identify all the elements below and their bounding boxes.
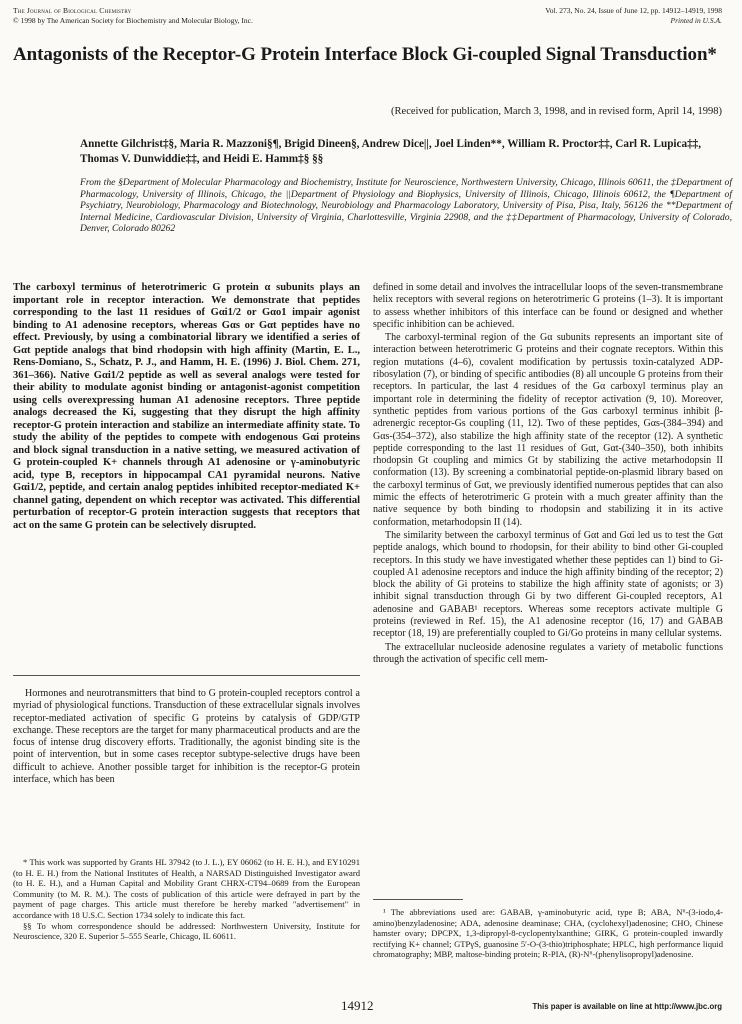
received-dates: (Received for publication, March 3, 1998, and in revised form, April 14, 1998) [391,106,722,117]
abbreviations-footnote: ¹ The abbreviations used are: GABAB, γ-aminobutyric acid, type B; ABA, N⁶-(3-iodo,4-amino)benzyladenosine; ADA, adenosine deaminase; CHA, (cyclohexyl)adenosine; CHO, Chinese hamster ovary; DPCPX, 1,3-dipropyl-8-cyclopentylxanthine; GIRK, G protein-coupled inwardly rectifying K+ channel; GTPγS, guanosine 5′-O-(3-thio)triphosphate; HPLC, high performance liquid chromatography; MBP, maltose-binding protein; R-PIA, (R)-N⁶-(phenylisopropyl)adenosine. [373,907,723,960]
footnote-divider [373,899,463,900]
author-list: Annette Gilchrist‡§, Maria R. Mazzoni§¶, Brigid Dineen§, Andrew Dice||, Joel Linden**, William R. Proctor‡‡, Carl R. Lupica‡‡, Thomas V. Dunwiddie‡‡, and Heidi E. Hamm‡§ §§ [80,138,702,165]
right-column [373,282,723,667]
body-paragraph: defined in some detail and involves the intracellular loops of the seven-transmembrane helix receptors with several regions on heterotrimeric G proteins (1–3). It is important to assess whether inhibitors of this interface can be found or designed and whether specific inhibition can be achieved. [373,282,723,330]
body-paragraph: The similarity between the carboxyl terminus of Gαt and Gαi led us to test the Gαt peptide analogs, which bound to rhodopsin, for their ability to bind other Gi-coupled receptors. In this study we have investigated whether these peptides can 1) bind to Gi-coupled A1 adenosine receptors and induce the high affinity binding of the receptor; 2) block the ability of Gi proteins to stabilize the high affinity state of agonists; or 3) inhibit signal transduction through Gi by two different Gi-coupled receptors, A1 adenosine and GABAB¹ receptors. Whereas some receptors activate multiple G proteins (reviewed in Ref. 15), the A1 adenosine receptor (16, 17) and GABAB receptor (18, 19) are preferentially coupled to Gi/Go proteins in many cellular systems. [373,529,723,640]
body-paragraph: The extracellular nucleoside adenosine regulates a variety of metabolic functions through the activation of specific cell mem- [373,641,723,665]
abstract-divider [13,675,360,676]
page-number: 14912 [341,998,374,1013]
running-header-right [545,6,722,26]
footnotes-right [373,907,723,960]
introduction-paragraph: Hormones and neurotransmitters that bind to G protein-coupled receptors control a myriad of physiological functions. Transduction of these extracellular signals involves receptor-mediated activation of specific G proteins by catalysis of GDP/GTP exchange. These receptors are the target for many pharmaceutical products and are the focus of intense drug discovery efforts. Traditionally, the agonist binding site is the point of intervention, but in some cases receptor subtype-selective drugs have been difficult to achieve. Another possible target for inhibition is the receptor-G protein interface, which has been [13,688,360,786]
issue-line: Vol. 273, No. 24, Issue of June 12, pp. 14912–14919, 1998 [545,6,722,15]
copyright-line: © 1998 by The American Society for Biochemistry and Molecular Biology, Inc. [13,16,253,25]
online-availability: This paper is available on line at http://www.jbc.org [532,1002,722,1011]
journal-name: The Journal of Biological Chemistry [13,6,132,15]
footnotes-left [13,857,360,942]
left-column [13,282,360,532]
article-title: Antagonists of the Receptor-G Protein Interface Block Gi-coupled Signal Transduction* [13,44,717,65]
printed-line: Printed in U.S.A. [670,16,722,25]
correspondence-footnote: §§ To whom correspondence should be addressed: Northwestern University, Institute for Neuroscience, 320 E. Superior 5–555 Searle, Chicago, IL 60611. [13,920,360,942]
abstract: The carboxyl terminus of heterotrimeric G protein α subunits plays an important role in receptor interaction. We demonstrate that peptides corresponding to the last 11 residues of Gαi1/2 or Gαo1 impair agonist binding to A1 adenosine receptors, whereas Gαs or Gαt peptides have no effect. Previously, by using a combinatorial library we identified a series of Gαt peptide analogs that bind rhodopsin with high affinity (Martin, E. L., Rens-Domiano, S., Schatz, P. J., and Hamm, H. E. (1996) J. Biol. Chem. 271, 361–366). Native Gαi1/2 peptide as well as several analogs were tested for their ability to modulate agonist binding or antagonist-agonist competition using cells overexpressing human A1 adenosine receptors. Three peptide analogs decreased the Ki, suggesting that they disrupt the high affinity receptor-G protein interaction and stabilize an intermediate affinity state. To study the ability of the peptides to compete with endogenous Gαi proteins and block signal transduction in a native setting, we measured activation of G protein-coupled K+ channels through A1 adenosine or γ-aminobutyric acid, type B, receptors in hippocampal CA1 pyramidal neurons. Native Gαi1/2, peptide, and certain analog peptides inhibited receptor-mediated K+ channel gating, dependent on which receptor was activated. This differential perturbation of receptor-G protein interaction suggests that receptors that act on the same G protein can be selectively disrupted. [13,282,360,531]
body-paragraph: The carboxyl-terminal region of the Gα subunits represents an important site of interaction between heterotrimeric G proteins and their cognate receptors. Within this region mutations (4–6), covalent modification by pertussis toxin-catalyzed ADP-ribosylation (7), or binding of specific antibodies (8) all uncouple G proteins from their receptors. In particular, the last 4 residues of the Gα carboxyl terminus play an important role in determining the fidelity of receptor activation (9, 10). Moreover, synthetic peptides from various portions of the Gαs carboxyl terminus inhibit β-adrenergic receptor-Gs coupling (11, 12). Two of these peptides, Gαs-(384–394) and Gαs-(354–372), also stabilize the high affinity state of the receptor (12). A synthetic peptide corresponding to the last 11 residues of Gαt, Gαt-(340–350), both inhibits rhodopsin Gt coupling and mimics Gt by stabilizing the active metarhodopsin II conformation (13). By screening a combinatorial peptide-on-plasmid library based on the carboxyl terminus of Gαt, we previously identified numerous peptides that can also mimic the effects of heterotrimeric G protein with a much greater affinity than the native sequence by both binding to rhodopsin and stabilizing it in its active conformation, metarhodopsin II (14). [373,332,723,528]
running-header-left [13,6,253,26]
funding-footnote: * This work was supported by Grants HL 37942 (to J. L.), EY 06062 (to H. E. H.), and EY10291 (to H. E. H.) from the National Institutes of Health, a NARSAD Distinguished Investigator award (to H. E. H.), and a Human Capital and Mobility Grant CHRX-CT94–0689 from the European Community (to M. R. M.). The costs of publication of this article were defrayed in part by the payment of page charges. This article must therefore be hereby marked "advertisement" in accordance with 18 U.S.C. Section 1734 solely to indicate this fact. [13,857,360,920]
affiliations: From the §Department of Molecular Pharmacology and Biochemistry, Institute for Neuroscience, Northwestern University, Chicago, Illinois 60611, the ‡Department of Pharmacology, University of Illinois, Chicago, the ||Department of Physiology and Biophysics, University of Illinois, Chicago, Illinois 60612, the ¶Department of Psychiatry, Neurobiology, Pharmacology and Biotechnology, Neurobiology and Pharmacology Laboratory, University of Pisa, Pisa, Italy, 56126 the **Department of Internal Medicine, Cardiovascular Division, University of Virginia, Charlottesville, Virginia 22908, and the ‡‡Department of Pharmacology, University of Colorado, Denver, Colorado 80262 [80,177,732,234]
